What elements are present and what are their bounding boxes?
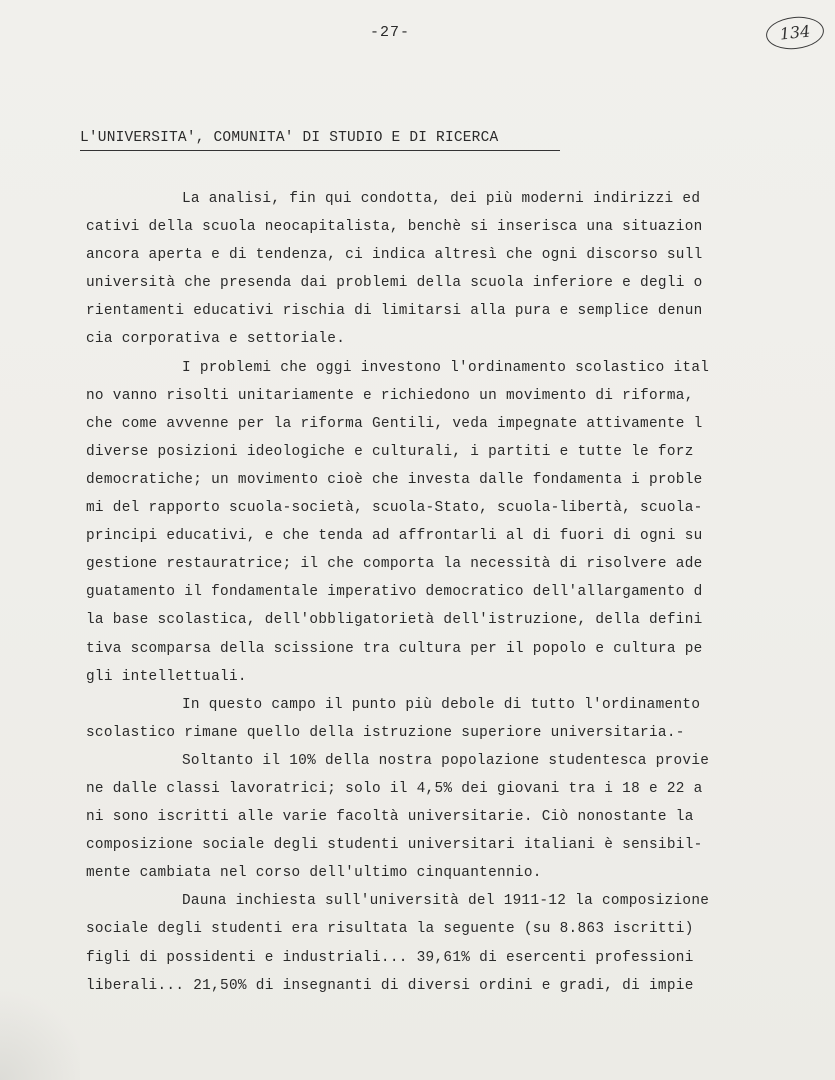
- section-heading: L'UNIVERSITA', COMUNITA' DI STUDIO E DI RICERCA: [80, 130, 560, 151]
- text-line: gestione restauratrice; il che comporta la necessità di risolvere ade: [86, 556, 703, 573]
- text-line: figli di possidenti e industriali... 39,61% di esercenti professioni: [86, 949, 694, 966]
- text-line: ancora aperta e di tendenza, ci indica altresì che ogni discorso sull: [86, 247, 703, 264]
- text-line: università che presenda dai problemi della scuola inferiore e degli o: [86, 275, 703, 292]
- text-line: tiva scomparsa della scissione tra cultura per il popolo e cultura pe: [86, 640, 703, 657]
- folio-stamp: 134: [764, 14, 825, 52]
- text-line: composizione sociale degli studenti universitari italiani è sensibil-: [86, 837, 703, 854]
- text-line: ni sono iscritti alle varie facoltà universitarie. Ciò nonostante la: [86, 809, 694, 826]
- corner-shadow: [0, 980, 80, 1080]
- text-line: gli intellettuali.: [86, 668, 247, 685]
- body-text: [86, 185, 826, 1000]
- text-line: principi educativi, e che tenda ad affrontarli al di fuori di ogni su: [86, 528, 703, 545]
- text-line: I problemi che oggi investono l'ordinamento scolastico ital: [182, 359, 710, 376]
- text-line: che come avvenne per la riforma Gentili, veda impegnate attivamente l: [86, 415, 703, 432]
- text-line: cativi della scuola neocapitalista, benchè si inserisca una situazion: [86, 219, 703, 236]
- text-line: sociale degli studenti era risultata la seguente (su 8.863 iscritti): [86, 921, 694, 938]
- text-line: ne dalle classi lavoratrici; solo il 4,5% dei giovani tra i 18 e 22 a: [86, 780, 703, 797]
- text-line: Soltanto il 10% della nostra popolazione studentesca provie: [182, 752, 710, 769]
- text-line: rientamenti educativi rischia di limitarsi alla pura e semplice denun: [86, 303, 703, 320]
- text-line: la base scolastica, dell'obbligatorietà dell'istruzione, della defini: [86, 612, 703, 629]
- text-line: guatamento il fondamentale imperativo democratico dell'allargamento d: [86, 584, 703, 601]
- text-line: diverse posizioni ideologiche e culturali, i partiti e tutte le forz: [86, 443, 694, 460]
- page-number: -27-: [369, 24, 410, 41]
- text-line: liberali... 21,50% di insegnanti di diversi ordini e gradi, di impie: [86, 977, 694, 994]
- text-line: no vanno risolti unitariamente e richiedono un movimento di riforma,: [86, 387, 694, 404]
- text-line: La analisi, fin qui condotta, dei più moderni indirizzi ed: [182, 191, 701, 207]
- text-line: cia corporativa e settoriale.: [86, 331, 346, 348]
- text-line: mi del rapporto scuola-società, scuola-Stato, scuola-libertà, scuola-: [86, 500, 703, 517]
- text-line: Dauna inchiesta sull'università del 1911-12 la composizione: [182, 893, 710, 910]
- text-line: democratiche; un movimento cioè che investa dalle fondamenta i proble: [86, 471, 703, 488]
- text-line: mente cambiata nel corso dell'ultimo cinquantennio.: [86, 865, 542, 882]
- text-line: scolastico rimane quello della istruzione superiore universitaria.-: [86, 724, 685, 741]
- text-line: In questo campo il punto più debole di tutto l'ordinamento: [182, 696, 701, 713]
